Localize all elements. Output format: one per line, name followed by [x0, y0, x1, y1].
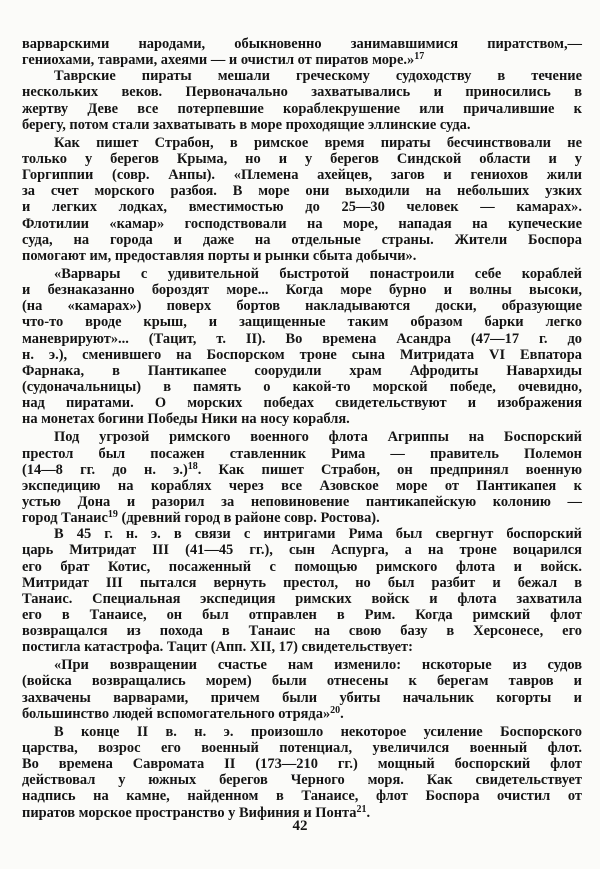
line-text: (войска возвращались морем) были отнесены к берегам тавров и: [22, 673, 582, 690]
line-text: Таврские пираты мешали греческому судоходству в течение: [54, 68, 582, 85]
text-line: [22, 411, 582, 427]
line-text: его в Танаисе, он был отправлен в Рим. Когда римский флот: [22, 606, 582, 623]
text-line: [22, 68, 582, 84]
text-line: [22, 623, 582, 639]
text-line: [22, 639, 582, 655]
line-text: помогают им, предоставляя порты и рынки сбыта добычи».: [22, 247, 417, 264]
line-text-tail: (древний город в районе совр. Ростова).: [117, 510, 380, 527]
text-line: [22, 462, 582, 478]
body-text: [22, 36, 582, 821]
footnote-ref: 21: [356, 803, 367, 815]
text-line: [22, 542, 582, 558]
text-line: [22, 379, 582, 395]
line-text-tail: .: [340, 705, 344, 722]
line-text: (на «камарах») поверх бортов накладываются доски, образующие: [22, 298, 582, 315]
line-text: надпись на камне, найденном в Танаисе, флот Боспора очистил от: [22, 788, 582, 805]
line-text: Горгиппии (совр. Анпы). «Племена ахейцев, загов и гениохов жили: [22, 167, 582, 184]
text-line: [22, 494, 582, 510]
text-line: [22, 101, 582, 117]
line-text: Флотилии «камар» господствовали на море, нападая на купеческие: [22, 215, 582, 232]
footnote-ref: 18: [187, 460, 198, 472]
line-text: возвращался из похода в Танаис на свою базу в Херсонесе, его: [22, 623, 582, 640]
text-line: [22, 429, 582, 445]
text-line: [22, 199, 582, 215]
text-line: [22, 446, 582, 462]
text-line: [22, 740, 582, 756]
line-text: Как пишет Страбон, в римское время пираты бесчинствовали не: [54, 134, 582, 151]
text-line: [22, 314, 582, 330]
line-text: Танаис. Специальная экспедиция римских войск и флота захватила: [22, 590, 582, 607]
line-text-tail: .: [366, 804, 371, 821]
line-text: нескольких веков. Первоначально захватывались и приносились в: [22, 84, 582, 101]
line-text: пиратов морское пространство у Вифиния и Понта: [22, 804, 357, 821]
line-text: на монетах богини Победы Ники на носу корабля.: [22, 411, 350, 428]
text-line: [22, 347, 582, 363]
line-text: и безнаказанно бороздят море... Когда море бурно и волны высоки,: [22, 282, 582, 299]
text-line: [22, 724, 582, 740]
page-number: 42: [292, 818, 308, 834]
text-line: [22, 135, 582, 151]
line-text: «Варвары с удивительной быстротой понастроили себе кораблей: [54, 265, 582, 282]
line-text: гениохами, таврами, ахеями — и очистил от пиратов море.»: [22, 52, 415, 69]
line-text: большинство людей вспомогательного отряда»: [22, 705, 331, 722]
text-line: [22, 510, 582, 526]
line-text: Под угрозой римского военного флота Агриппы на Боспорский: [54, 429, 582, 446]
line-text: за счет морского разбоя. В море они выходили на небольших узких: [22, 183, 582, 200]
text-line: [22, 673, 582, 689]
text-line: [22, 526, 582, 542]
text-line: [22, 84, 582, 100]
line-text: берегу, потом стали захватывать в море проходящие эллинские суда.: [22, 116, 471, 133]
line-text: царства, возрос его военный потенциал, увеличился военный флот.: [22, 740, 582, 757]
text-line: [22, 756, 582, 772]
footnote-ref: 19: [107, 509, 118, 521]
line-text: суда, на города и даже на отдельные страны. Жители Боспора: [22, 231, 582, 248]
text-line: [22, 788, 582, 804]
line-text: что-то вроде крыш, и защищенные таким образом барки легко: [22, 314, 582, 331]
text-line: [22, 183, 582, 199]
text-line: [22, 232, 582, 248]
text-line: [22, 559, 582, 575]
text-line: [22, 690, 582, 706]
text-line: [22, 36, 582, 52]
line-text: город Танаис: [22, 510, 108, 527]
text-line: [22, 706, 582, 722]
footnote-ref: 20: [330, 704, 341, 716]
text-line: [22, 363, 582, 379]
line-text: (судоначальницы) в память о какой-то морской победе, очевидно,: [22, 378, 582, 395]
text-line: [22, 266, 582, 282]
line-text: Фарнака, в Пантикапее соорудили храм Афродиты Навархиды: [22, 362, 582, 379]
text-line: [22, 248, 582, 264]
footnote-ref: 17: [414, 51, 425, 63]
text-line: [22, 151, 582, 167]
line-text: (14—8 гг. до н. э.): [22, 461, 188, 478]
line-text: В конце II в. н. э. произошло некоторое усиление Боспорского: [54, 723, 582, 740]
text-line: [22, 607, 582, 623]
line-text: действовал у южных берегов Черного моря. Как свидетельствует: [22, 772, 582, 789]
text-line: [22, 216, 582, 232]
line-text: Митридат III пытался вернуть престол, но был разбит и бежал в: [22, 574, 582, 591]
line-text: устью Дона и разорил за неповиновение пантикапейскую колонию —: [22, 493, 582, 510]
text-line: [22, 591, 582, 607]
text-line: [22, 657, 582, 673]
line-text: «При возвращении счастье нам изменило: нскоторые из судов: [54, 657, 582, 674]
text-line: [22, 282, 582, 298]
line-text: и легких лодках, вместимостью до 25—30 человек — камарах».: [22, 199, 582, 216]
line-text: только у берегов Крыма, но и у берегов Синдской области и у: [22, 150, 582, 167]
line-text: его брат Котис, посаженный с помощью римского флота и войск.: [22, 558, 582, 575]
text-line: [22, 52, 582, 68]
text-line: [22, 772, 582, 788]
line-text: жертву Деве все потерпевшие кораблекрушение или причалившие к: [22, 100, 582, 117]
text-line: [22, 395, 582, 411]
text-line: [22, 331, 582, 347]
text-line: [22, 575, 582, 591]
line-text-tail: . Как пишет Страбон, он предпринял военную: [197, 461, 582, 478]
text-line: [22, 117, 582, 133]
line-text: В 45 г. н. э. в связи с интригами Рима был свергнут боспорский: [54, 526, 582, 543]
text-line: [22, 298, 582, 314]
line-text: варварскими народами, обыкновенно занимавшимися пиратством,—: [22, 36, 582, 52]
line-text: престол был посажен ставленник Рима — правитель Полемон: [22, 445, 582, 462]
line-text: царь Митридат III (41—45 гг.), сын Аспурга, а на троне воцарился: [22, 542, 582, 559]
line-text: постигла катастрофа. Тацит (Апп. XII, 17) свидетельствует:: [22, 639, 413, 656]
line-text: н. э.), сменившего на Боспорском троне сына Митридата VI Евпатора: [22, 346, 582, 363]
text-line: [22, 478, 582, 494]
line-text: захвачены варварами, причем были убиты начальник когорты и: [22, 689, 582, 706]
line-text: над пиратами. О морских победах свидетельствуют и изображения: [22, 395, 582, 412]
line-text: экспедицию на кораблях через все Азовское море от Пантикапея к: [22, 477, 582, 494]
line-text: Во времена Савромата II (173—210 гг.) мощный боспорский флот: [22, 756, 582, 773]
text-line: [22, 167, 582, 183]
line-text: маневрируют»... (Тацит, т. II). Во времена Асандра (47—17 г. до: [22, 330, 582, 347]
